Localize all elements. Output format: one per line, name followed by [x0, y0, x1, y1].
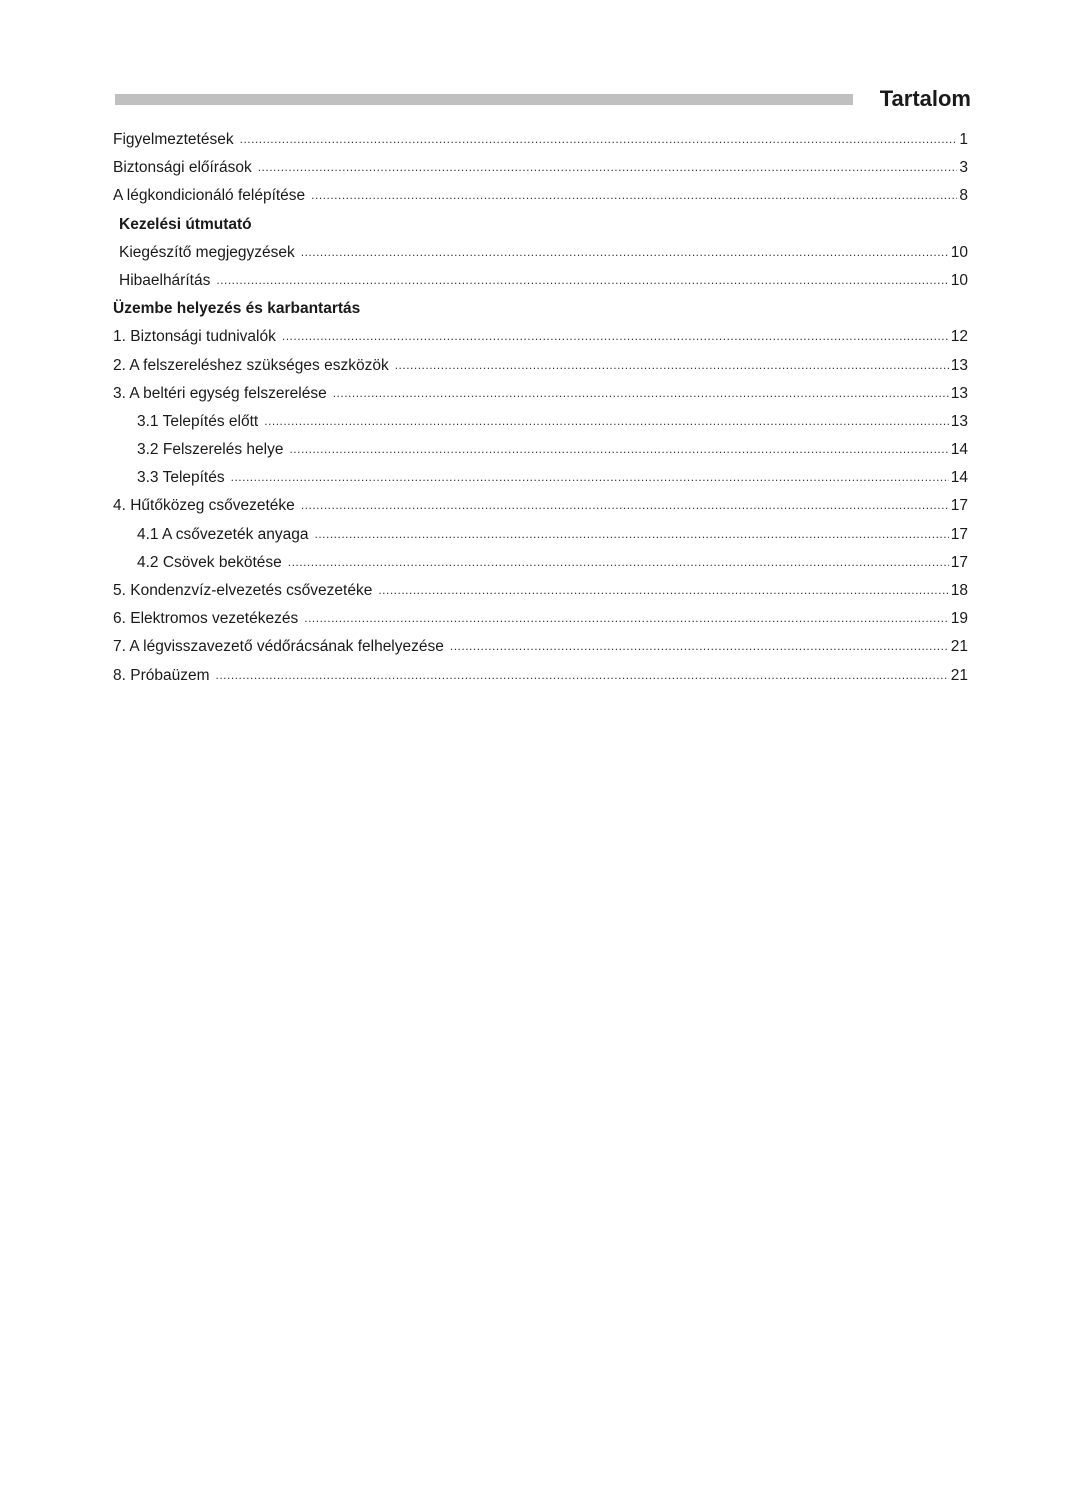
toc-entry-label: 3.2 Felszerelés helye [137, 441, 284, 459]
toc-leader-dots [264, 407, 949, 435]
toc-entry[interactable] [113, 633, 968, 661]
toc-entry-label: 6. Elektromos vezetékezés [113, 610, 299, 628]
toc-section-heading [113, 211, 968, 239]
toc-page-number: 21 [950, 638, 968, 656]
toc-entry[interactable] [113, 408, 968, 436]
toc-page-number: 19 [950, 610, 968, 628]
header-rule [115, 94, 853, 105]
toc-entry-label: 7. A légvisszavezető védőrácsának felhelyezése [113, 638, 444, 656]
toc-entry[interactable] [113, 464, 968, 492]
toc-entry-label: Üzembe helyezés és karbantartás [113, 300, 361, 318]
toc-entry[interactable] [113, 436, 968, 464]
toc-page-number: 17 [950, 553, 968, 571]
toc-entry-label: Biztonsági előírások [113, 159, 252, 177]
toc-page-number: 17 [950, 525, 968, 543]
toc-page-number: 13 [950, 356, 968, 374]
toc-entry[interactable] [113, 380, 968, 408]
toc-entry[interactable] [113, 239, 968, 267]
toc-leader-dots [216, 661, 949, 689]
toc-entry-label: A légkondicionáló felépítése [113, 187, 306, 205]
toc-leader-dots [378, 576, 948, 604]
table-of-contents [113, 126, 968, 690]
toc-leader-dots [258, 153, 958, 181]
toc-page-number: 14 [950, 441, 968, 459]
toc-entry[interactable] [113, 126, 968, 154]
toc-page-number: 14 [950, 469, 968, 487]
toc-leader-dots [216, 266, 948, 294]
toc-entry[interactable] [113, 154, 968, 182]
toc-entry-label: Kiegészítő megjegyzések [119, 243, 295, 261]
toc-entry[interactable] [113, 521, 968, 549]
toc-entry-label: 3.1 Telepítés előtt [137, 412, 259, 430]
toc-page-number: 8 [959, 187, 968, 205]
toc-entry[interactable] [113, 323, 968, 351]
toc-entry[interactable] [113, 182, 968, 210]
toc-entry-label: 5. Kondenzvíz-elvezetés csővezetéke [113, 582, 373, 599]
toc-page-number: 10 [950, 243, 968, 261]
toc-page-number: 13 [950, 412, 968, 430]
toc-entry-label: 4.1 A csővezeték anyaga [137, 525, 309, 543]
toc-leader-dots [289, 435, 948, 463]
toc-entry-label: 1. Biztonsági tudnivalók [113, 328, 276, 346]
page-title: Tartalom [879, 86, 971, 111]
toc-leader-dots [240, 125, 958, 153]
toc-leader-dots [395, 351, 949, 379]
toc-entry[interactable] [113, 577, 968, 605]
toc-entry-label: 4. Hűtőközeg csővezetéke [113, 497, 295, 515]
toc-entry-label: 2. A felszereléshez szükséges eszközök [113, 356, 389, 374]
toc-page-number: 3 [959, 159, 968, 177]
toc-entry-label: 4.2 Csövek bekötése [137, 553, 282, 571]
toc-leader-dots [231, 463, 949, 491]
toc-page-number: 13 [950, 384, 968, 402]
toc-entry-label: 8. Próbaüzem [113, 666, 210, 684]
toc-entry[interactable] [113, 549, 968, 577]
toc-leader-dots [301, 238, 949, 266]
toc-leader-dots [311, 181, 957, 209]
toc-page-number: 12 [950, 328, 968, 346]
toc-entry[interactable] [113, 662, 968, 690]
toc-page-number: 18 [950, 582, 968, 599]
toc-entry[interactable] [113, 492, 968, 520]
toc-entry[interactable] [113, 352, 968, 380]
toc-entry-label: 3. A beltéri egység felszerelése [113, 384, 327, 402]
toc-entry[interactable] [113, 267, 968, 295]
toc-leader-dots [304, 604, 949, 632]
toc-entry-label: Hibaelhárítás [119, 271, 211, 289]
toc-page-number: 1 [959, 131, 968, 148]
toc-page-number: 10 [950, 271, 968, 289]
toc-leader-dots [282, 322, 949, 350]
toc-leader-dots [333, 379, 949, 407]
toc-page-number: 21 [950, 666, 968, 684]
toc-entry-label: Figyelmeztetések [113, 131, 234, 148]
toc-leader-dots [288, 548, 949, 576]
toc-entry[interactable] [113, 605, 968, 633]
toc-leader-dots [314, 520, 948, 548]
toc-leader-dots [450, 632, 949, 660]
toc-entry-label: 3.3 Telepítés [137, 469, 225, 487]
toc-page-number: 17 [950, 497, 968, 515]
toc-entry-label: Kezelési útmutató [119, 215, 252, 233]
toc-leader-dots [301, 491, 949, 519]
toc-section-heading [113, 295, 968, 323]
